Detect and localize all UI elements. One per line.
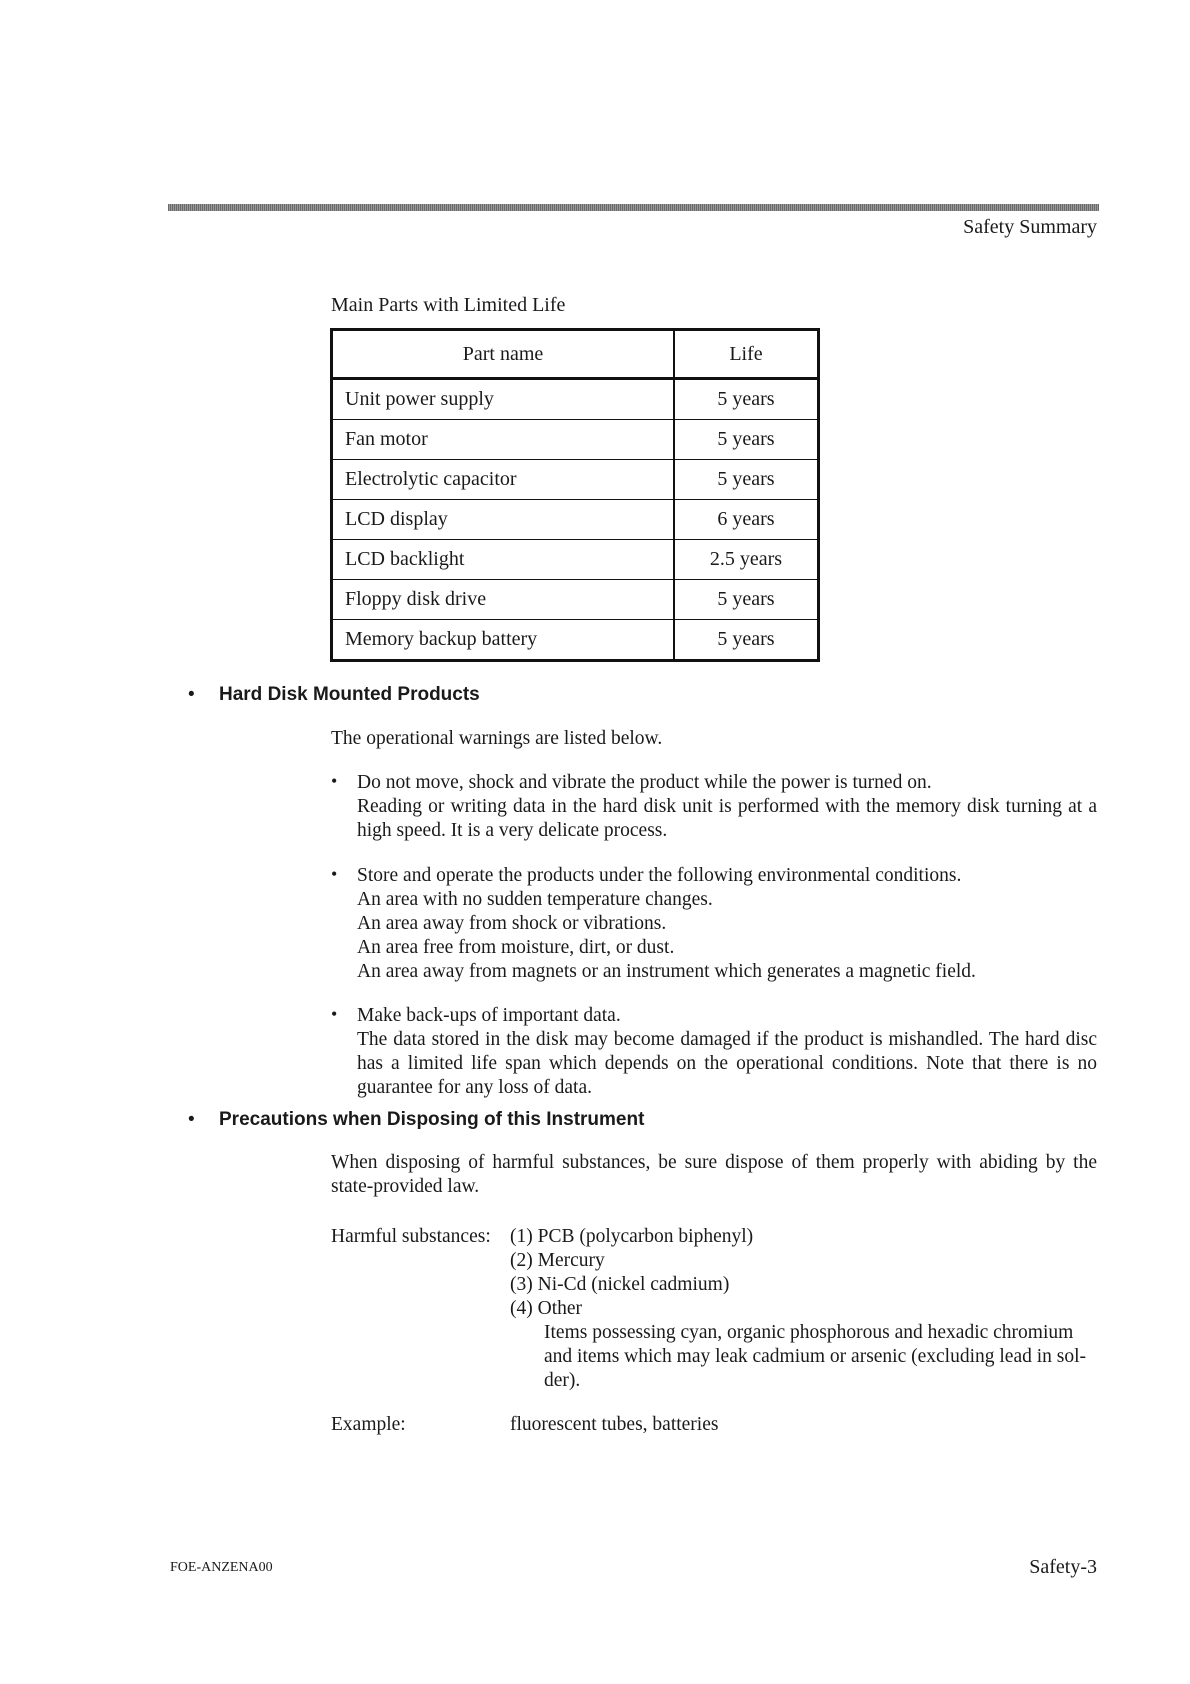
hdd-item-3-detail: The data stored in the disk may become damaged if the product is mishandled. The hard disc has a limited life span which depends on the operational conditions. Note that there is no guarantee for any loss of data. bbox=[357, 1029, 1097, 1098]
disposal-intro: When disposing of harmful substances, be sure dispose of them properly with abiding by the state-provided law. bbox=[331, 1152, 1097, 1197]
other-detail-line: Items possessing cyan, organic phosphorous and hexadic chromium bbox=[544, 1322, 1074, 1343]
other-detail bbox=[510, 1321, 1097, 1393]
section-bullet: • bbox=[188, 684, 195, 705]
running-header: Safety Summary bbox=[963, 216, 1097, 238]
column-header-part-name: Part name bbox=[332, 330, 675, 379]
page-number: Safety-3 bbox=[1029, 1556, 1097, 1578]
hdd-item-2 bbox=[357, 864, 1097, 984]
life-cell: 5 years bbox=[674, 460, 819, 500]
table-row bbox=[332, 540, 819, 580]
example-value: fluorescent tubes, batteries bbox=[510, 1414, 719, 1435]
table-row bbox=[332, 379, 819, 420]
part-name-cell: LCD display bbox=[332, 500, 675, 540]
part-name-cell: Fan motor bbox=[332, 420, 675, 460]
hdd-item-1 bbox=[357, 771, 1097, 843]
section-heading-hard-disk: Hard Disk Mounted Products bbox=[219, 684, 480, 705]
part-name-cell: LCD backlight bbox=[332, 540, 675, 580]
life-cell: 5 years bbox=[674, 379, 819, 420]
document-code: FOE-ANZENA00 bbox=[170, 1560, 273, 1575]
table-row bbox=[332, 580, 819, 620]
substance-item: (1) PCB (polycarbon biphenyl) bbox=[510, 1226, 754, 1247]
life-cell: 5 years bbox=[674, 580, 819, 620]
table-header-row bbox=[332, 330, 819, 379]
list-bullet: • bbox=[331, 864, 338, 884]
condition-line: An area away from shock or vibrations. bbox=[357, 913, 667, 934]
part-name-cell: Electrolytic capacitor bbox=[332, 460, 675, 500]
part-name-cell: Memory backup battery bbox=[332, 620, 675, 661]
life-cell: 2.5 years bbox=[674, 540, 819, 580]
example-label: Example: bbox=[331, 1414, 406, 1435]
column-header-life: Life bbox=[674, 330, 819, 379]
hdd-item-3-lead: Make back-ups of important data. bbox=[357, 1005, 621, 1026]
life-cell: 5 years bbox=[674, 620, 819, 661]
part-name-cell: Unit power supply bbox=[332, 379, 675, 420]
harmful-list bbox=[510, 1225, 1097, 1393]
condition-line: An area away from magnets or an instrument which generates a magnetic field. bbox=[357, 961, 976, 982]
life-cell: 6 years bbox=[674, 500, 819, 540]
section-bullet: • bbox=[188, 1109, 195, 1130]
table-row bbox=[332, 620, 819, 661]
section-heading-disposal: Precautions when Disposing of this Instrument bbox=[219, 1109, 645, 1130]
other-detail-line: der). bbox=[544, 1370, 581, 1391]
substance-item: (4) Other bbox=[510, 1298, 583, 1319]
hdd-item-1-lead: Do not move, shock and vibrate the product while the power is turned on. bbox=[357, 772, 932, 793]
header-rule bbox=[168, 204, 1099, 211]
condition-line: An area with no sudden temperature changes. bbox=[357, 889, 713, 910]
table-row bbox=[332, 460, 819, 500]
harmful-label: Harmful substances: bbox=[331, 1226, 491, 1247]
hdd-item-3 bbox=[357, 1004, 1097, 1100]
table-row bbox=[332, 500, 819, 540]
table-row bbox=[332, 420, 819, 460]
table-caption: Main Parts with Limited Life bbox=[331, 294, 566, 316]
substance-item: (3) Ni-Cd (nickel cadmium) bbox=[510, 1274, 730, 1295]
list-bullet: • bbox=[331, 1004, 338, 1024]
hdd-item-2-lead: Store and operate the products under the following environmental conditions. bbox=[357, 865, 962, 886]
hdd-item-1-detail: Reading or writing data in the hard disk unit is performed with the memory disk turning at a high speed. It is a very delicate process. bbox=[357, 796, 1097, 841]
parts-life-table bbox=[330, 328, 820, 662]
life-cell: 5 years bbox=[674, 420, 819, 460]
substance-item: (2) Mercury bbox=[510, 1250, 605, 1271]
other-detail-line: and items which may leak cadmium or arsenic (excluding lead in sol- bbox=[544, 1346, 1087, 1367]
condition-line: An area free from moisture, dirt, or dust. bbox=[357, 937, 675, 958]
part-name-cell: Floppy disk drive bbox=[332, 580, 675, 620]
hdd-intro: The operational warnings are listed below. bbox=[331, 728, 663, 749]
list-bullet: • bbox=[331, 771, 338, 791]
